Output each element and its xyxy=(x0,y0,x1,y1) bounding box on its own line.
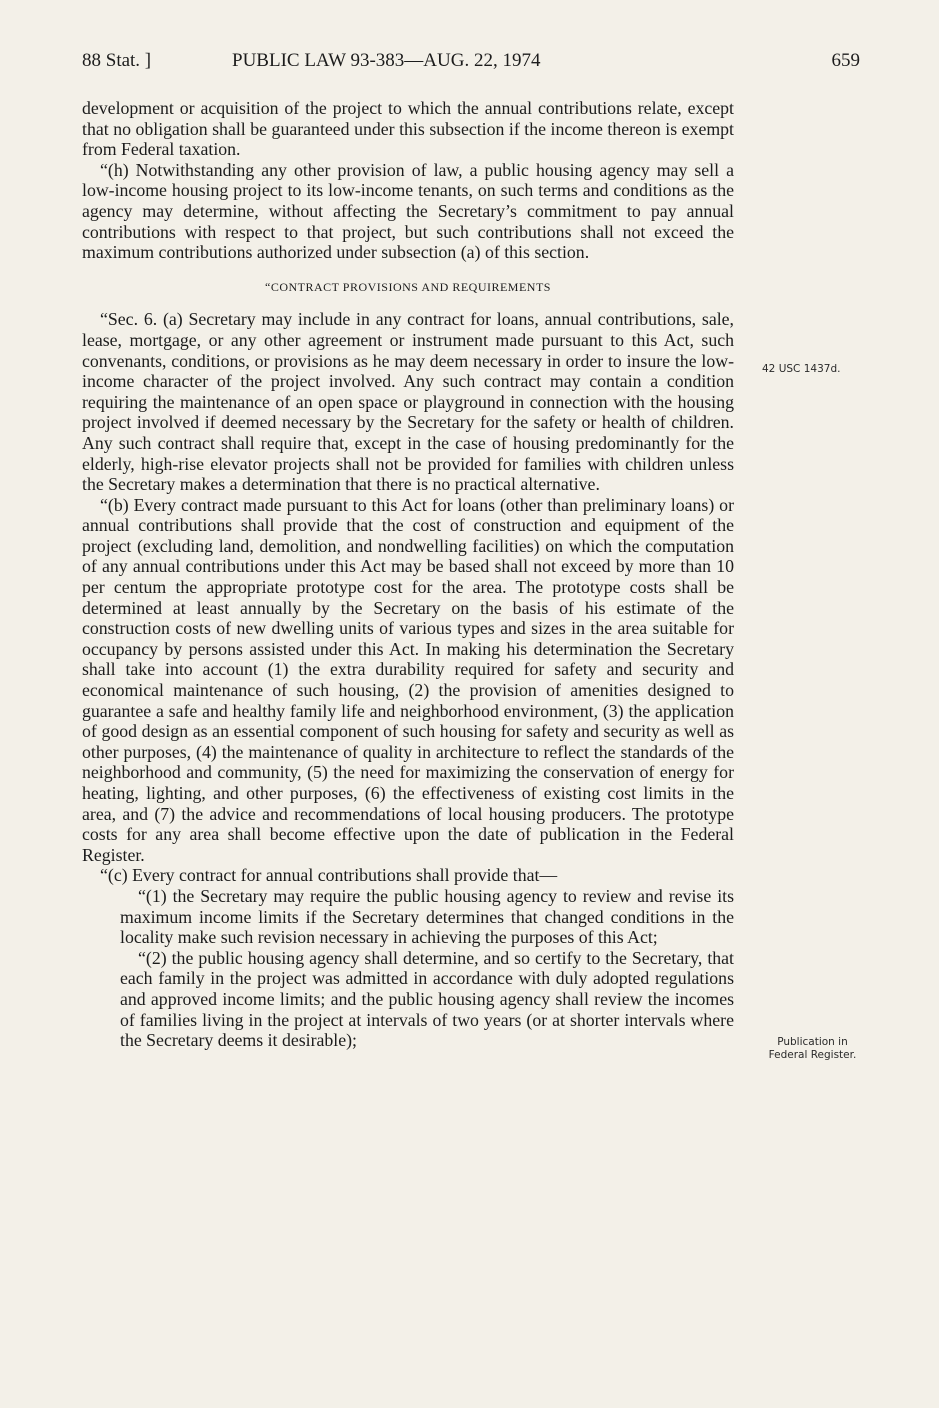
margin-note-publication xyxy=(745,1036,880,1062)
paragraph-sec-6c: “(c) Every contract for annual contributions shall provide that— xyxy=(100,865,558,886)
running-header xyxy=(82,50,882,78)
body-text xyxy=(82,98,734,1051)
law-title: PUBLIC LAW 93-383—AUG. 22, 1974 xyxy=(232,50,541,71)
margin-note-usc: 42 USC 1437d. xyxy=(762,363,841,375)
paragraph-subsection-h: “(h) Notwithstanding any other provision of law, a public housing agency may sell a low-income housing project to its low-income tenants, on such terms and conditions as the agency may determine, without affecting the Secretary’s commitment to pay annual contributions with respect to that project, but such contributions shall not exceed the maximum contributions authorized under subsection (a) of this section. xyxy=(82,159,734,263)
paragraph-continuation: development or acquisition of the project to which the annual contributions relate, except that no obligation shall be guaranteed under this subsection if the income thereon is exempt from Federal taxation. xyxy=(82,98,734,160)
paragraph-sec-6b: “(b) Every contract made pursuant to this Act for loans (other than preliminary loans) or annual contributions shall provide that the cost of construction and equipment of the project (excluding land, demolition, and nondwelling facilities) on which the computation of any annual contributions under this Act may be based shall not exceed by more than 10 per centum the appropriate prototype cost for the area. The prototype costs shall be determined at least annually by the Secretary on the basis of his estimate of the construction costs of new dwelling units of various types and sizes in the area suitable for occupancy by persons assisted under this Act. In making his determination the Secretary shall take into account (1) the extra durability required for safety and security and economical maintenance of such housing, (2) the provision of amenities designed to guarantee a safe and healthy family life and neighborhood environment, (3) the application of good design as an essential component of such housing for safety and security as well as other purposes, (4) the maintenance of quality in architecture to reflect the standards of the neighborhood and community, (5) the need for maximizing the conservation of energy for heating, lighting, and other purposes, (6) the effectiveness of existing cost limits in the area, and (7) the advice and recommendations of local housing producers. The prototype costs for any area shall become effective upon the date of publication in the Federal Register. xyxy=(82,494,734,865)
section-heading: “CONTRACT PROVISIONS AND REQUIREMENTS xyxy=(265,279,551,294)
paragraph-clause-1: “(1) the Secretary may require the public housing agency to review and revise its maximum income limits if the Secretary determines that changed conditions in the locality make such revision necessary in achieving the purposes of this Act; xyxy=(120,885,734,948)
paragraph-sec-6a: “Sec. 6. (a) Secretary may include in any contract for loans, annual contributions, sale, lease, mortgage, or any other agreement or instrument made pursuant to this Act, such convenants, conditions, or provisions as he may deem necessary in order to insure the low-income character of the project involved. Any such contract may contain a condition requiring the maintenance of an open space or playground in connection with the housing project involved if deemed necessary by the Secretary for the safety or health of children. Any such contract shall require that, except in the case of housing predominantly for the elderly, high-rise elevator projects shall not be provided for families with children unless the Secretary makes a determination that there is no practical alternative. xyxy=(82,309,734,495)
paragraph-clause-2: “(2) the public housing agency shall determine, and so certify to the Secretary, that each family in the project was admitted in accordance with duly adopted regulations and approved income limits; and the public housing agency shall review the incomes of families living in the project at intervals of two years (or at shorter intervals where the Secretary deems it desirable); xyxy=(120,947,734,1051)
margin-note-publication-line1: Publication in xyxy=(777,1036,848,1048)
page-number: 659 xyxy=(831,50,860,71)
statute-reference: 88 Stat. ] xyxy=(82,50,152,71)
margin-note-publication-line2: Federal Register. xyxy=(768,1049,857,1061)
